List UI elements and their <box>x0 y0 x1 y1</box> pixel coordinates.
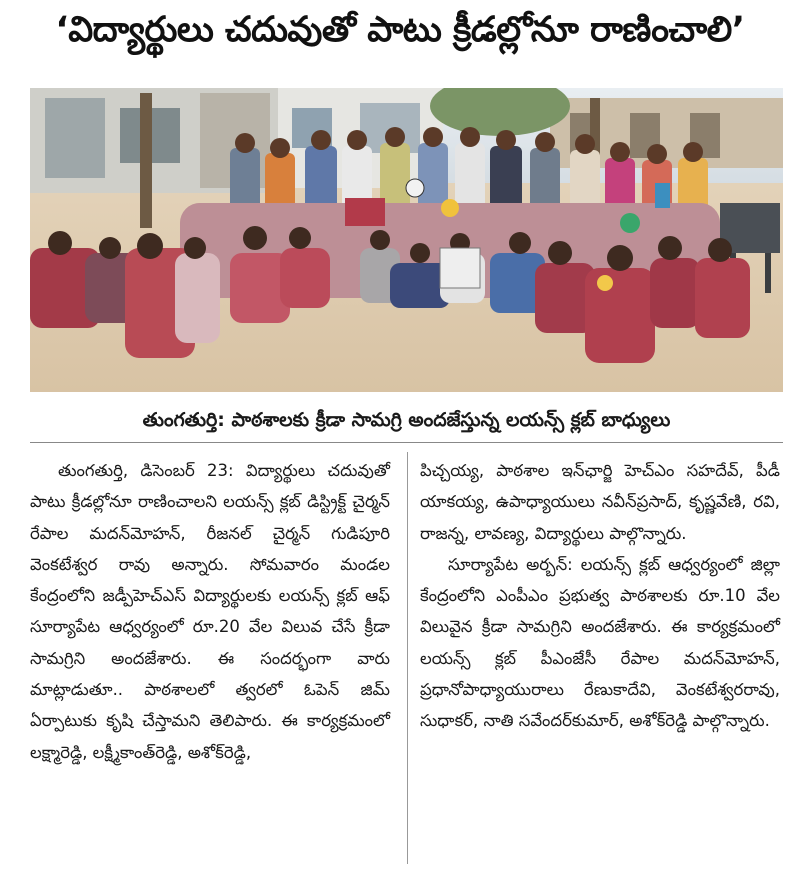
article-column-left <box>30 455 390 768</box>
photo-caption: తుంగతుర్తి: పాఠశాలకు క్రీడా సామగ్రి అందజేస్తున్న లయన్స్ క్లబ్ బాధ్యులు <box>142 409 671 431</box>
caption-divider <box>30 442 783 443</box>
article-paragraph: పిచ్చయ్య, పాఠశాల ఇన్‌ఛార్జి హెచ్‌ఎం సహదేవ్, పీడీ యాకయ్య, ఉపాధ్యాయులు నవీన్‌ప్రసాద్, కృష్ణవేణి, రవి, రాజన్న, లావణ్య, విద్యార్థులు పాల్గొన్నారు. <box>420 461 780 543</box>
column-divider <box>407 452 408 864</box>
article-paragraph: తుంగతుర్తి, డిసెంబర్ 23: విద్యార్థులు చదువుతో పాటు క్రీడల్లోనూ రాణించాలని లయన్స్ క్లబ్ డిస్ట్రిక్ట్ చైర్మన్ రేపాల మదన్‌మోహన్, రీజనల్ చైర్మన్ గుడిపూరి వెంకటేశ్వర రావు అన్నారు. సోమవారం మండల కేంద్రంలోని జడ్పీహెచ్‌ఎస్ విద్యార్థులకు లయన్స్ క్లబ్ ఆఫ్ సూర్యాపేట ఆధ్వర్యంలో రూ.20 వేల విలువ చేసే క్రీడా సామగ్రిని అందజేశారు. ఈ సందర్భంగా వారు మాట్లాడుతూ.. పాఠశాలలో త్వరలో ఓపెన్ జిమ్ ఏర్పాటుకు కృషి చేస్తామని తెలిపారు. ఈ కార్యక్రమంలో లక్ష్మారెడ్డి, లక్ష్మీకాంత్‌రెడ్డి, అశోక్‌రెడ్డి, <box>30 461 390 762</box>
article-column-right <box>420 455 780 737</box>
news-photo <box>30 88 783 392</box>
article-headline: ‘విద్యార్థులు చదువుతో పాటు క్రీడల్లోనూ రాణించాలి’ <box>55 10 745 50</box>
article-paragraph: సూర్యాపేట అర్బన్: లయన్స్ క్లబ్ ఆధ్వర్యంలో జిల్లా కేంద్రంలోని ఎంపీఎం ప్రభుత్వ పాఠశాలకు రూ.10 వేల విలువైన క్రీడా సామగ్రిని అందజేశారు. ఈ కార్యక్రమంలో లయన్స్ క్లబ్ పీఎంజేసీ రేపాల మదన్‌మోహన్, ప్రధానోపాధ్యాయురాలు రేణుకాదేవి, వెంకటేశ్వరరావు, సుధాకర్, నాతి సవేందర్‌కుమార్, అశోక్‌రెడ్డి పాల్గొన్నారు. <box>420 554 780 731</box>
